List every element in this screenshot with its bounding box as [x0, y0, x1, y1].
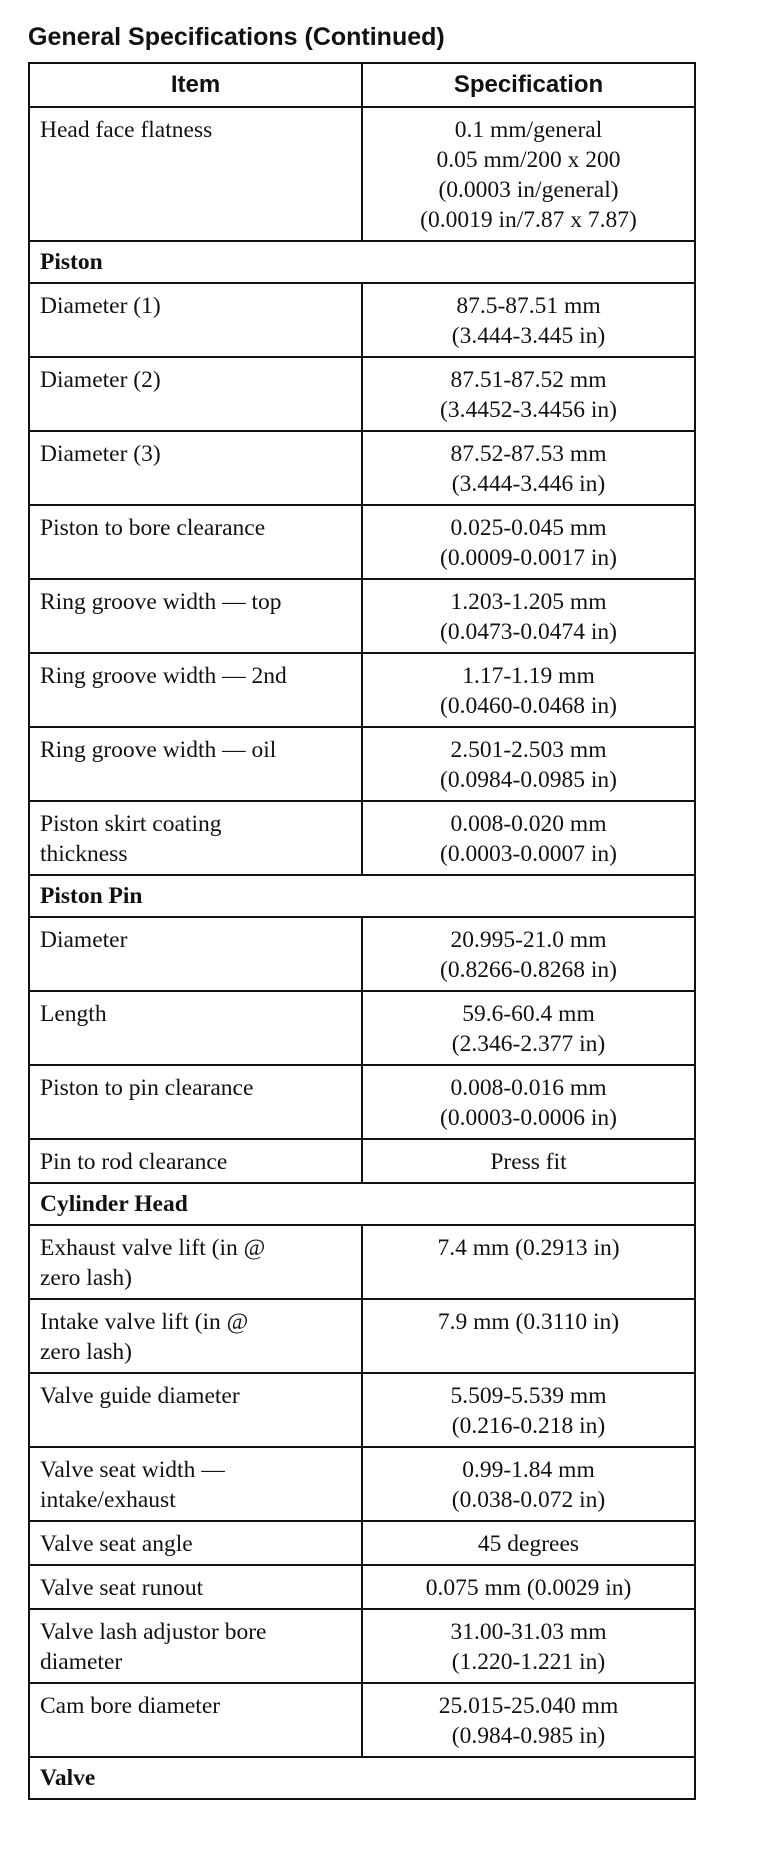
item-text: zero lash)	[40, 1265, 132, 1291]
specification-text: 0.008-0.020 mm	[450, 811, 607, 837]
table-row	[29, 431, 695, 505]
specification-text: 25.015-25.040 mm	[438, 1693, 619, 1719]
item-cell	[29, 1139, 362, 1183]
specification-cell	[362, 1139, 695, 1183]
specification-text: (3.4452-3.4456 in)	[440, 397, 617, 423]
specification-text: (0.0003-0.0006 in)	[440, 1105, 617, 1131]
item-text: Valve seat width —	[40, 1457, 225, 1483]
item-text: Piston skirt coating	[40, 811, 222, 837]
item-text: Ring groove width — oil	[40, 737, 277, 763]
item-cell	[29, 505, 362, 579]
specification-cell	[362, 505, 695, 579]
item-cell	[29, 801, 362, 875]
specification-cell	[362, 727, 695, 801]
column-header-item: Item	[29, 63, 362, 107]
item-cell	[29, 1447, 362, 1521]
table-row	[29, 1065, 695, 1139]
item-text: zero lash)	[40, 1339, 132, 1365]
specification-text: (2.346-2.377 in)	[451, 1031, 606, 1057]
item-text: Piston to bore clearance	[40, 515, 266, 541]
table-row	[29, 801, 695, 875]
table-row	[29, 653, 695, 727]
specification-cell	[362, 917, 695, 991]
specification-text: 20.995-21.0 mm	[450, 927, 607, 953]
specification-cell	[362, 1521, 695, 1565]
item-text: Ring groove width — 2nd	[40, 663, 287, 689]
item-text: Valve seat runout	[40, 1575, 204, 1601]
table-row	[29, 1521, 695, 1565]
section-heading: Valve	[29, 1757, 695, 1799]
table-row	[29, 579, 695, 653]
column-header-specification: Specification	[362, 63, 695, 107]
item-cell	[29, 1683, 362, 1757]
page-title: General Specifications (Continued)	[28, 23, 445, 51]
specification-cell	[362, 1447, 695, 1521]
specification-text: (3.444-3.446 in)	[451, 471, 606, 497]
specification-text: (0.0003 in/general)	[438, 177, 619, 203]
specification-text: 2.501-2.503 mm	[450, 737, 607, 763]
section-row	[29, 1183, 695, 1225]
table-row	[29, 1565, 695, 1609]
item-cell	[29, 1225, 362, 1299]
specification-cell	[362, 357, 695, 431]
item-cell	[29, 1609, 362, 1683]
table-row	[29, 107, 695, 241]
specification-text: 45 degrees	[477, 1531, 580, 1557]
item-text: Diameter (1)	[40, 293, 161, 319]
specification-cell	[362, 1683, 695, 1757]
specification-text: 0.05 mm/200 x 200	[436, 147, 621, 173]
item-text: diameter	[40, 1649, 123, 1675]
table-header-row	[29, 63, 695, 107]
item-text: Head face flatness	[40, 117, 213, 143]
specification-text: 7.9 mm (0.3110 in)	[437, 1309, 620, 1335]
specification-text: (0.0019 in/7.87 x 7.87)	[420, 207, 637, 233]
specification-text: 0.025-0.045 mm	[450, 515, 607, 541]
specification-text: (0.0003-0.0007 in)	[440, 841, 617, 867]
specification-text: 0.075 mm (0.0029 in)	[425, 1575, 632, 1601]
section-row	[29, 241, 695, 283]
table-row	[29, 727, 695, 801]
item-cell	[29, 579, 362, 653]
table-row	[29, 917, 695, 991]
specification-text: 87.51-87.52 mm	[450, 367, 607, 393]
specification-cell	[362, 801, 695, 875]
specification-text: (3.444-3.445 in)	[451, 323, 606, 349]
item-text: Diameter (2)	[40, 367, 161, 393]
item-cell	[29, 283, 362, 357]
specification-text: (0.0009-0.0017 in)	[440, 545, 617, 571]
table-row	[29, 1609, 695, 1683]
specification-cell	[362, 1609, 695, 1683]
specification-text: 7.4 mm (0.2913 in)	[437, 1235, 620, 1261]
spec-table	[28, 62, 696, 1800]
table-row	[29, 1139, 695, 1183]
table-row	[29, 357, 695, 431]
item-text: thickness	[40, 841, 128, 867]
table-row	[29, 1683, 695, 1757]
specification-text: (0.8266-0.8268 in)	[440, 957, 617, 983]
specification-text: 87.52-87.53 mm	[450, 441, 607, 467]
specification-text: (0.0984-0.0985 in)	[440, 767, 617, 793]
specification-text: (1.220-1.221 in)	[451, 1649, 606, 1675]
table-body	[29, 107, 695, 1799]
specification-text: (0.0460-0.0468 in)	[440, 693, 617, 719]
specification-text: 5.509-5.539 mm	[450, 1383, 607, 1409]
table-row	[29, 1225, 695, 1299]
spec-page	[28, 22, 708, 1800]
specification-text: 87.5-87.51 mm	[456, 293, 601, 319]
specification-text: 0.008-0.016 mm	[450, 1075, 607, 1101]
item-text: Pin to rod clearance	[40, 1149, 228, 1175]
specification-cell	[362, 991, 695, 1065]
item-text: Diameter (3)	[40, 441, 161, 467]
specification-cell	[362, 1225, 695, 1299]
specification-text: 0.1 mm/general	[454, 117, 603, 143]
specification-text: (0.216-0.218 in)	[451, 1413, 606, 1439]
item-cell	[29, 727, 362, 801]
specification-text: 1.17-1.19 mm	[462, 663, 595, 689]
table-row	[29, 1447, 695, 1521]
item-cell	[29, 1521, 362, 1565]
table-row	[29, 283, 695, 357]
item-text: Diameter	[40, 927, 128, 953]
item-cell	[29, 1565, 362, 1609]
table-row	[29, 1299, 695, 1373]
specification-text: (0.984-0.985 in)	[451, 1723, 606, 1749]
specification-cell	[362, 431, 695, 505]
section-row	[29, 1757, 695, 1799]
item-text: Intake valve lift (in @	[40, 1309, 249, 1335]
item-cell	[29, 1065, 362, 1139]
item-cell	[29, 1299, 362, 1373]
item-cell	[29, 107, 362, 241]
specification-text: 59.6-60.4 mm	[462, 1001, 595, 1027]
specification-text: (0.0473-0.0474 in)	[440, 619, 617, 645]
item-text: Valve lash adjustor bore	[40, 1619, 267, 1645]
item-cell	[29, 431, 362, 505]
specification-cell	[362, 1373, 695, 1447]
specification-cell	[362, 1065, 695, 1139]
specification-text: 0.99-1.84 mm	[462, 1457, 595, 1483]
item-text: Cam bore diameter	[40, 1693, 221, 1719]
specification-text: (0.038-0.072 in)	[451, 1487, 606, 1513]
specification-text: Press fit	[490, 1149, 567, 1175]
section-heading: Cylinder Head	[29, 1183, 695, 1225]
specification-cell	[362, 1565, 695, 1609]
specification-text: 31.00-31.03 mm	[450, 1619, 607, 1645]
specification-text: 1.203-1.205 mm	[450, 589, 607, 615]
item-text: Exhaust valve lift (in @	[40, 1235, 266, 1261]
specification-cell	[362, 1299, 695, 1373]
item-cell	[29, 1373, 362, 1447]
section-heading: Piston	[29, 241, 695, 283]
table-row	[29, 1373, 695, 1447]
item-text: Ring groove width — top	[40, 589, 282, 615]
item-cell	[29, 357, 362, 431]
section-row	[29, 875, 695, 917]
specification-cell	[362, 653, 695, 727]
item-cell	[29, 653, 362, 727]
item-text: Valve guide diameter	[40, 1383, 240, 1409]
specification-cell	[362, 579, 695, 653]
table-row	[29, 991, 695, 1065]
section-heading: Piston Pin	[29, 875, 695, 917]
item-text: Valve seat angle	[40, 1531, 193, 1557]
table-row	[29, 505, 695, 579]
specification-cell	[362, 107, 695, 241]
item-cell	[29, 991, 362, 1065]
item-text: intake/exhaust	[40, 1487, 176, 1513]
specification-cell	[362, 283, 695, 357]
item-text: Piston to pin clearance	[40, 1075, 254, 1101]
item-text: Length	[40, 1001, 107, 1027]
item-cell	[29, 917, 362, 991]
